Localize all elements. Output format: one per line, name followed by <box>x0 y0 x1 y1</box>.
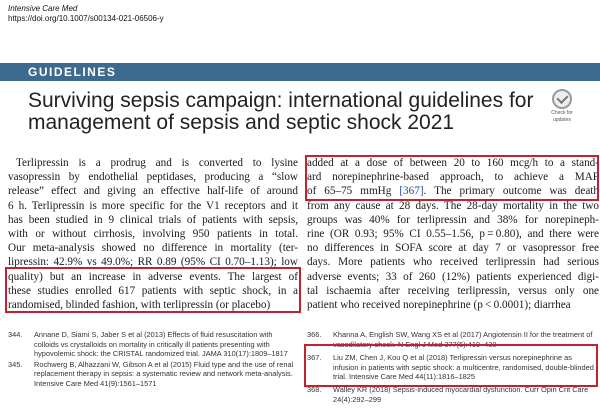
reference-number: 366. <box>307 330 322 339</box>
text-line: days. More patients who received terlipressin had serious <box>307 256 599 269</box>
reference-number: 344. <box>8 330 23 339</box>
section-label: GUIDELINES <box>28 65 117 79</box>
text-line: rine (OR 0.93; 95% CI 0.55–1.56, p = 0.80), and there were <box>307 227 599 240</box>
badge-label-2: updates <box>553 117 571 123</box>
text-line: adverse events; 33 of 260 (12%) patients experienced digi- <box>307 270 599 283</box>
reference-text: Khanna A, English SW, Wang XS et al (2017) Angiotensin II for the treatment of vasodilatory shock. N Engl J Med 377(5):419–430 <box>333 330 593 349</box>
text-line: Our meta-analysis showed no difference in mortality (ter- <box>8 242 298 255</box>
text-segment: of 65–75 mmHg <box>307 185 400 198</box>
highlight-box-reference-367 <box>304 344 598 387</box>
journal-name: Intensive Care Med <box>8 4 78 13</box>
text-line: tal ischaemia after receiving terlipressin, versus only one <box>307 284 599 297</box>
reference-item <box>8 330 298 359</box>
text-line: Terlipressin is a prodrug and is converted to lysine <box>16 157 298 169</box>
highlight-box-trial-design <box>5 267 301 313</box>
reference-list-left <box>8 330 298 390</box>
highlight-box-dose-map <box>305 155 599 201</box>
text-line: ard norepinephrine-based approach, to achieve a MAP <box>307 171 599 184</box>
article-title: Surviving sepsis campaign: international guidelines for management of sepsis and septic shock 2021 <box>28 89 534 134</box>
text-segment: . The primary outcome was death <box>423 185 599 198</box>
section-band <box>0 63 600 81</box>
badge-label-1: Check for <box>551 110 573 116</box>
text-line: quality) but an increase in adverse events. The largest of <box>8 270 298 283</box>
reference-text: Liu ZM, Chen J, Kou Q et al (2018) Terlipressin versus norepinephrine as infusion in patients with septic shock: a multicentre, randomised, double-blinded trial. Intensive Care Med 44(11):1816–1825 <box>333 353 594 382</box>
reference-text: Rochwerg B, Alhazzani W, Gibson A et al (2015) Fluid type and the use of renal replacement therapy in sepsis: a systematic review and network meta-analysis. Intensive Care Med 41(9):1561–1571 <box>34 359 294 388</box>
reference-number: 368. <box>307 384 322 394</box>
text-line: added at a dose of between 20 to 160 mcg/h to a stand- <box>307 157 599 169</box>
citation-link-367[interactable]: [367] <box>399 185 424 198</box>
text-line: randomised, blinded fashion, with terlipressin (or placebo) <box>8 298 271 311</box>
reference-text: Walley KR (2018) Sepsis-induced myocardial dysfunction. Curr Opin Crit Care 24(4):292–299 <box>333 384 589 404</box>
text-line: 6 h. Terlipressin is more specific for the V1 receptors and it <box>8 199 298 212</box>
doi-link[interactable]: https://doi.org/10.1007/s00134-021-06506-y <box>8 14 164 23</box>
text-line: lipressin: 42.9% vs 49.0%; RR 0.89 (95% CI 0.70–1.13); low <box>8 256 298 269</box>
text-line: vasopressin by endothelial peptidases, producing a “slow <box>8 171 298 184</box>
text-line: from any cause at 28 days. The 28-day mortality in the two <box>307 199 599 212</box>
check-for-updates-badge[interactable] <box>544 89 580 123</box>
reference-number: 345. <box>8 359 23 369</box>
article-header <box>8 4 164 24</box>
text-line: no differences in SOFA score at day 7 or vasopressor free <box>307 242 599 255</box>
text-line: with or without cirrhosis, involving 950 patients in total. <box>8 227 298 240</box>
reference-text: Annane D, Siami S, Jaber S et al (2013) Effects of fluid resuscitation with colloids vs crystalloids on mortality in critically ill patients presenting with hypovolemic shock: the CRISTAL randomized trial. JAMA 310(17):1809–1817 <box>34 330 288 359</box>
text-line: groups was 40% for terlipressin and 38% for norepineph- <box>307 213 599 226</box>
text-line: release” effect and giving an effective half-life of around <box>8 185 298 198</box>
check-updates-icon <box>552 89 572 109</box>
text-line: patient who received norepinephrine (p < 0.0001); diarrhea <box>307 298 571 311</box>
reference-number: 367. <box>307 353 322 363</box>
reference-item <box>8 360 298 389</box>
reference-item <box>307 385 597 404</box>
text-line: has been studied in 9 clinical trials of patients with sepsis, <box>8 213 298 226</box>
text-line: these studies enrolled 617 patients with septic shock, in a <box>8 284 298 297</box>
